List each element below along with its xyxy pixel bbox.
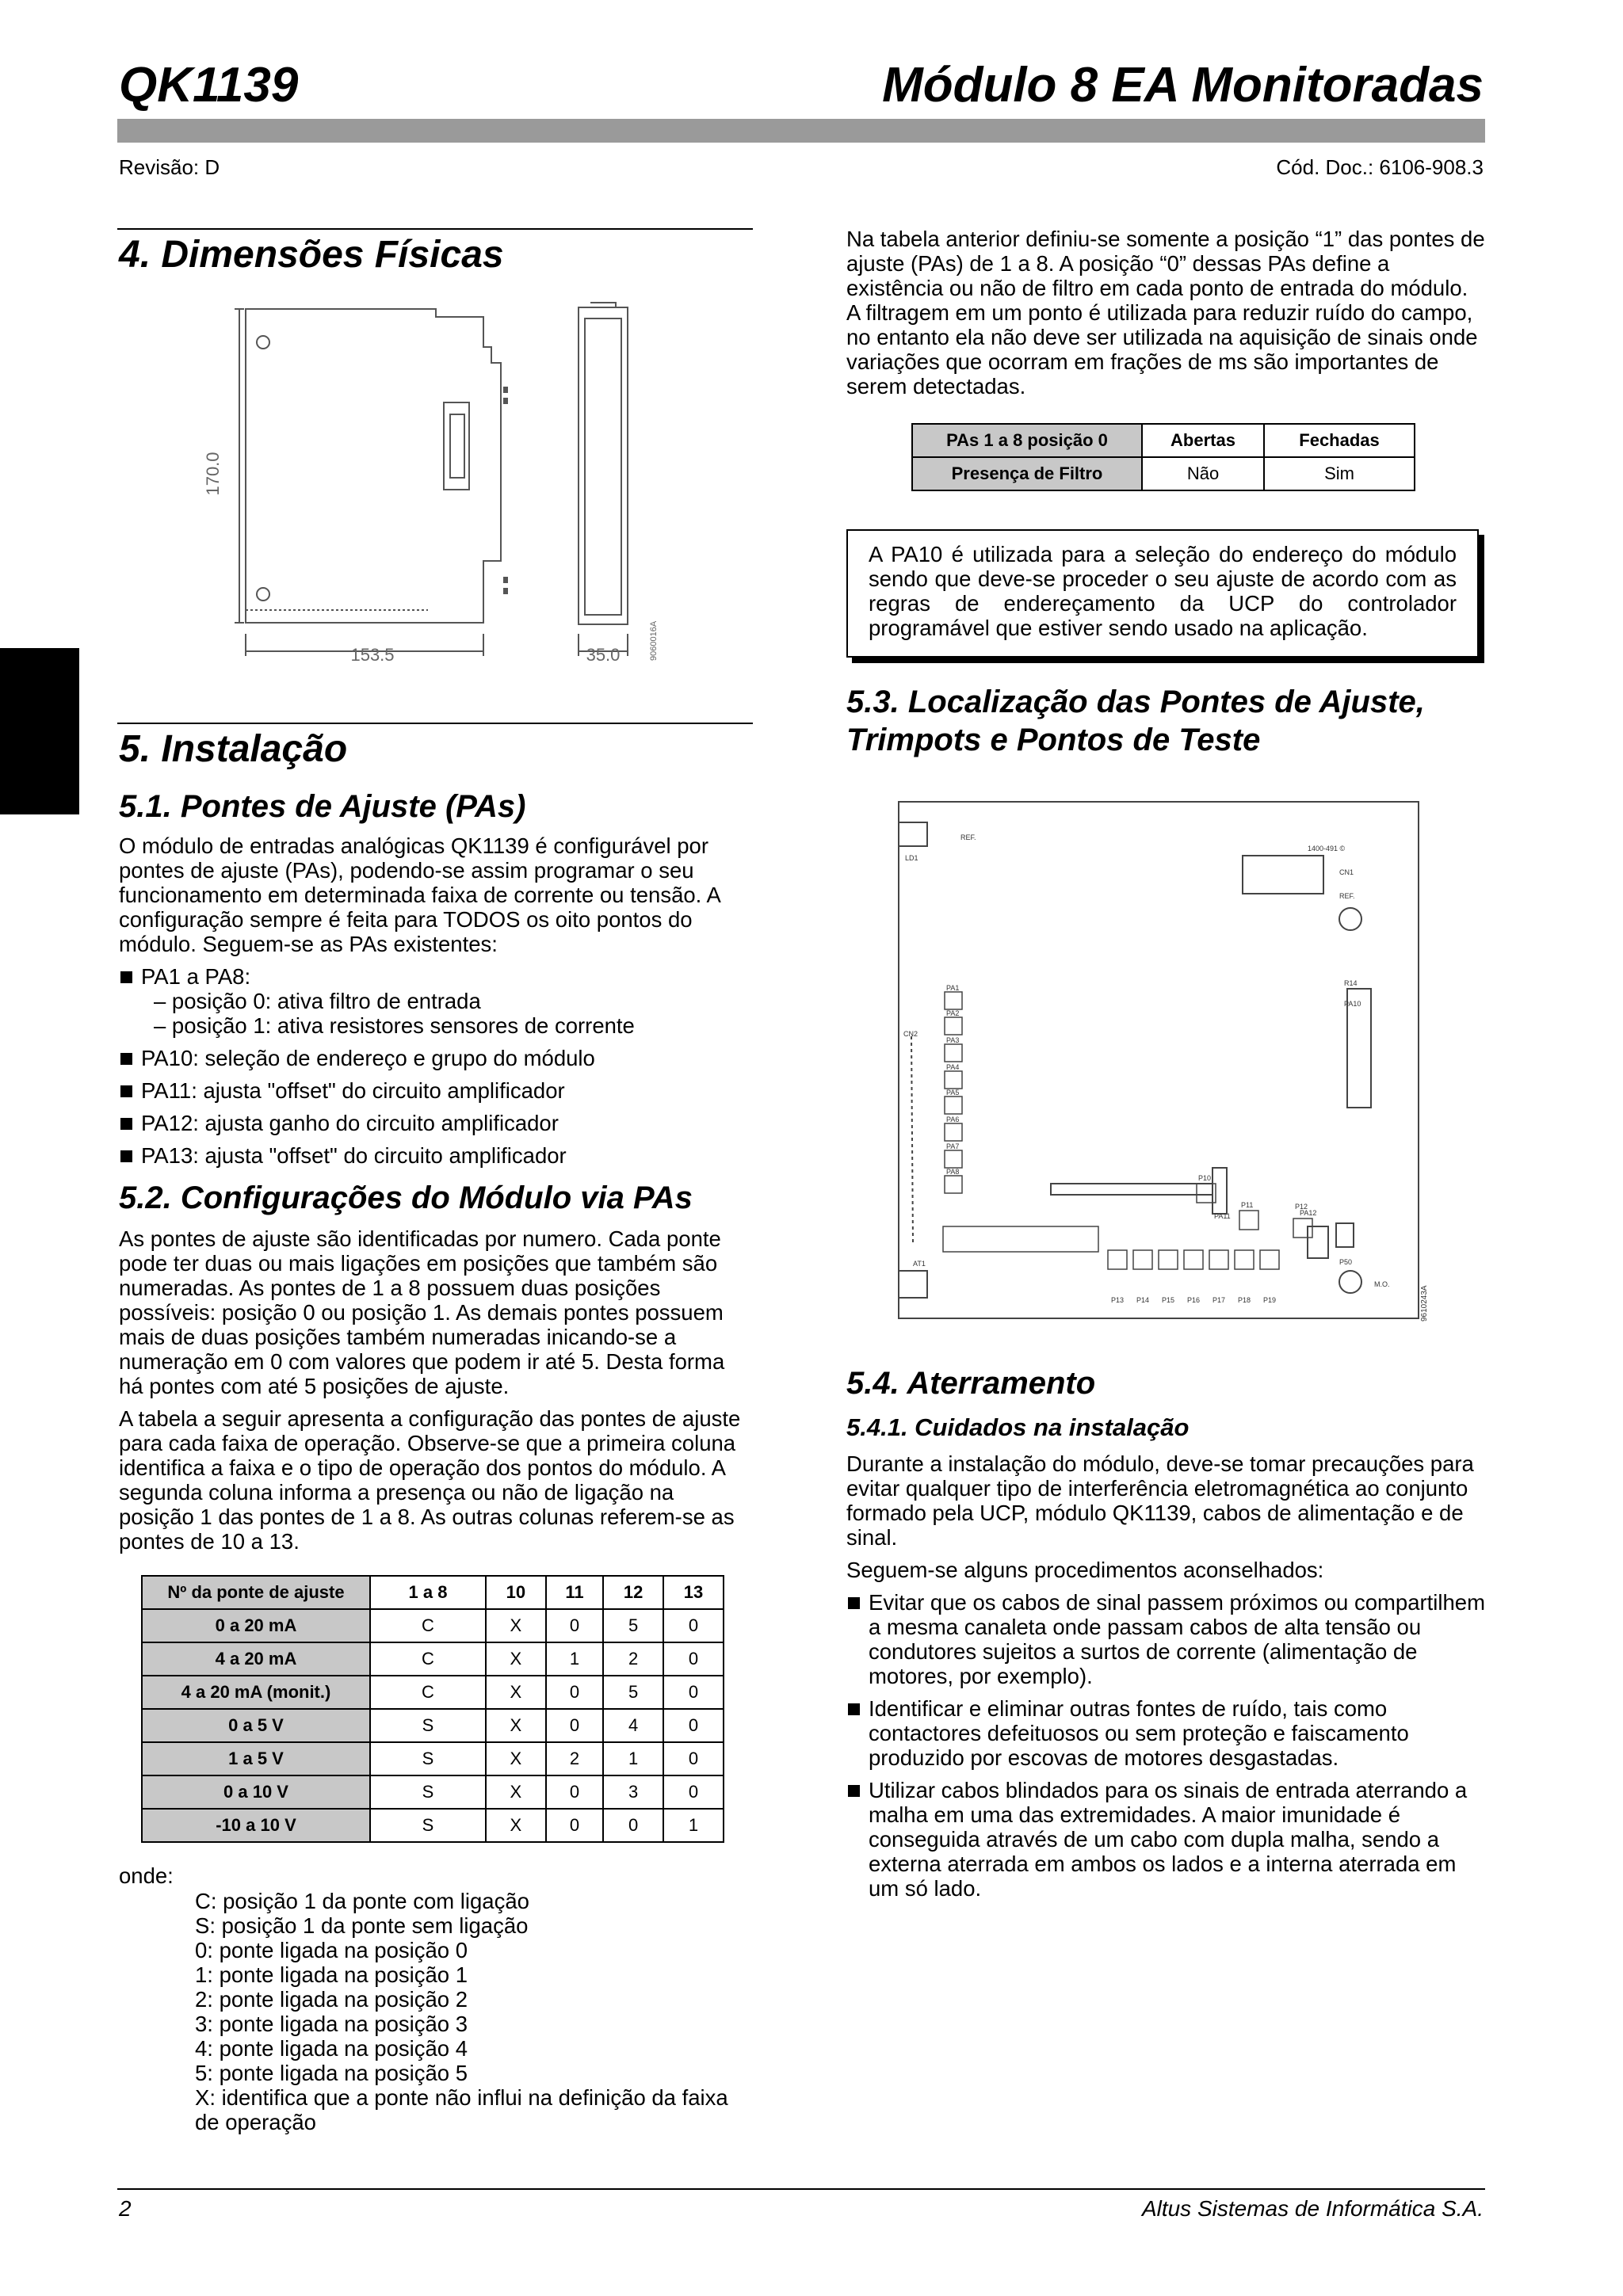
- table-cell: 2: [603, 1642, 663, 1676]
- section-5-3-title: 5.3. Localização das Pontes de Ajuste, Trimpots e Pontos de Teste: [846, 685, 1425, 757]
- dim-depth-label: 35.0: [586, 645, 621, 665]
- pcb-label: P12: [1295, 1203, 1308, 1211]
- table-cell: 1: [546, 1642, 603, 1676]
- doc-number: Cód. Doc.: 6106-908.3: [1276, 155, 1484, 179]
- list-item: Utilizar cabos blindados para os sinais de entrada aterrando a malha em uma das extremidades. A maior imunidade é conseguida através de um cabo com dupla malha, sendo a externa aterrada em ambos os lados e a interna aterrada em um só lado.: [846, 1778, 1485, 1901]
- table-cell: 0: [546, 1676, 603, 1709]
- doc-code-title: QK1139: [119, 58, 299, 113]
- table-cell: X: [486, 1676, 546, 1709]
- table-cell: 0: [663, 1642, 724, 1676]
- section-5-title: 5. Instalação: [119, 728, 348, 770]
- table-cell: 5: [603, 1609, 663, 1642]
- pcb-label: PA6: [946, 1116, 960, 1123]
- pcb-label: AT1: [913, 1260, 926, 1268]
- table-row: [142, 1609, 724, 1642]
- filter-intro: Na tabela anterior definiu-se somente a posição “1” das pontes de ajuste (PAs) de 1 a 8. A posição “0” dessas PAs define a existência ou não de filtro em cada ponto de entrada do módulo. A filtragem em um ponto é utilizada para reduzir ruído do campo, no entanto ela não deve ser utilizada na aquisição de sinais onde variações que ocorram em frações de ms são importantes de serem detectadas.: [846, 227, 1485, 399]
- table-cell: Sim: [1264, 457, 1415, 490]
- list-item: PA13: ajusta "offset" do circuito amplificador: [119, 1143, 751, 1168]
- table-cell: 0: [663, 1709, 724, 1742]
- pcb-label: CN2: [903, 1030, 918, 1038]
- dimensions-drawing: [190, 299, 713, 680]
- table-cell: 2: [546, 1742, 603, 1775]
- pcb-label: P15: [1162, 1296, 1175, 1304]
- table-row: [912, 457, 1415, 490]
- section-rule: [117, 228, 753, 230]
- table-cell: 1: [603, 1742, 663, 1775]
- pcb-label: LD1: [905, 854, 918, 862]
- table-header-cell: Fechadas: [1264, 424, 1415, 457]
- side-tab-marker: [0, 648, 79, 814]
- pcb-label: P17: [1212, 1296, 1226, 1304]
- legend-list: [195, 1889, 750, 2134]
- pcb-label: PA1: [946, 984, 960, 992]
- pcb-label: CN1: [1339, 868, 1354, 876]
- pcb-label: PA3: [946, 1036, 960, 1044]
- table-cell: 4: [603, 1709, 663, 1742]
- page-number: 2: [119, 2196, 132, 2221]
- section-5-4-1-title: 5.4.1. Cuidados na instalação: [846, 1413, 1190, 1441]
- table-header-cell: 1 a 8: [370, 1576, 486, 1609]
- legend-item: 1: ponte ligada na posição 1: [195, 1962, 468, 1987]
- pcb-label: P10: [1198, 1174, 1212, 1182]
- list-item: Identificar e eliminar outras fontes de ruído, tais como contactores defeituosos ou sem proteção e faiscamento produzido por escovas de motores desgastadas.: [846, 1696, 1485, 1770]
- list-item: Evitar que os cabos de sinal passem próximos ou compartilhem a mesma canaleta onde passam cabos de alta tensão ou condutores sujeitos a surtos de corrente (alimentação de motores, por exemplo).: [846, 1590, 1485, 1688]
- table-cell: S: [370, 1742, 486, 1775]
- filter-table: [911, 423, 1415, 491]
- table-cell: X: [486, 1709, 546, 1742]
- table-cell: 0: [663, 1742, 724, 1775]
- section-5-2-title: 5.2. Configurações do Módulo via PAs: [119, 1180, 693, 1215]
- section-5-2-body: [119, 1226, 751, 1562]
- table-cell: 3: [603, 1775, 663, 1809]
- table-cell: Não: [1142, 457, 1264, 490]
- table-cell: 1 a 5 V: [142, 1742, 370, 1775]
- table-cell: -10 a 10 V: [142, 1809, 370, 1842]
- table-cell: X: [486, 1609, 546, 1642]
- pcb-label: R14: [1344, 979, 1358, 987]
- legend-item: 2: ponte ligada na posição 2: [195, 1987, 468, 2012]
- revision-label: Revisão: D: [119, 155, 220, 179]
- table-header-cell: 11: [546, 1576, 603, 1609]
- table-header-cell: PAs 1 a 8 posição 0: [912, 424, 1142, 457]
- pcb-label: PA7: [946, 1142, 960, 1150]
- section-rule: [117, 723, 753, 724]
- table-cell: X: [486, 1742, 546, 1775]
- table-cell: X: [486, 1642, 546, 1676]
- table-cell: C: [370, 1676, 486, 1709]
- table-cell: 0: [663, 1775, 724, 1809]
- paragraph: Seguem-se alguns procedimentos aconselhados:: [846, 1558, 1324, 1582]
- dim-height-label: 170.0: [203, 452, 223, 496]
- table-cell: S: [370, 1775, 486, 1809]
- table-cell: 4 a 20 mA: [142, 1642, 370, 1676]
- fig-code-label: 9060016A: [649, 620, 659, 661]
- table-cell: 1: [663, 1809, 724, 1842]
- table-row: [142, 1809, 724, 1842]
- table-cell: 0: [663, 1676, 724, 1709]
- pcb-label: P18: [1238, 1296, 1251, 1304]
- section-5-4-title: 5.4. Aterramento: [846, 1366, 1096, 1401]
- pcb-label: PA5: [946, 1089, 960, 1097]
- doc-title: Módulo 8 EA Monitoradas: [882, 58, 1484, 113]
- section-5-1-title: 5.1. Pontes de Ajuste (PAs): [119, 789, 526, 824]
- table-row: [142, 1642, 724, 1676]
- legend-item: 4: ponte ligada na posição 4: [195, 2036, 468, 2061]
- table-cell: 4 a 20 mA (monit.): [142, 1676, 370, 1709]
- table-cell: 0 a 10 V: [142, 1775, 370, 1809]
- legend-item: 0: ponte ligada na posição 0: [195, 1938, 468, 1962]
- section-5-1-body: [119, 833, 751, 1176]
- table-cell: 0: [546, 1809, 603, 1842]
- table-cell: 0 a 5 V: [142, 1709, 370, 1742]
- legend-item: X: identifica que a ponte não influi na definição da faixa de operação: [195, 2085, 728, 2134]
- pcb-label: P16: [1187, 1296, 1201, 1304]
- pcb-label: P50: [1339, 1258, 1353, 1266]
- pcb-label: PA12: [1300, 1209, 1317, 1217]
- pcb-label: PA11: [1214, 1212, 1231, 1220]
- sub-list-item: – posição 0: ativa filtro de entrada: [154, 989, 481, 1013]
- pcb-label: P14: [1136, 1296, 1150, 1304]
- pcb-label: PA8: [946, 1168, 960, 1176]
- legend-item: C: posição 1 da ponte com ligação: [195, 1889, 529, 1913]
- table-cell: Presença de Filtro: [912, 457, 1142, 490]
- legend-title: onde:: [119, 1863, 174, 1888]
- table-cell: X: [486, 1775, 546, 1809]
- table-cell: S: [370, 1709, 486, 1742]
- pcb-label: PA4: [946, 1063, 960, 1071]
- table-header-cell: 12: [603, 1576, 663, 1609]
- pcb-label: P13: [1111, 1296, 1125, 1304]
- config-table: [141, 1575, 724, 1843]
- table-cell: 0: [603, 1809, 663, 1842]
- table-header-row: [912, 424, 1415, 457]
- table-cell: 0: [546, 1709, 603, 1742]
- table-cell: X: [486, 1809, 546, 1842]
- table-cell: 0: [546, 1775, 603, 1809]
- pcb-board-code: 1400-491 ©: [1308, 845, 1346, 852]
- table-cell: C: [370, 1642, 486, 1676]
- pcb-label: P11: [1241, 1201, 1254, 1209]
- paragraph: O módulo de entradas analógicas QK1139 é configurável por pontes de ajuste (PAs), podendo-se assim programar o seu funcionamento em determinada faixa de corrente ou tensão. A configuração sempre é feita para TODOS os oito pontos do módulo. Seguem-se as PAs existentes:: [119, 833, 720, 956]
- section-4-title: 4. Dimensões Físicas: [119, 234, 504, 276]
- table-cell: S: [370, 1809, 486, 1842]
- table-cell: 0: [663, 1609, 724, 1642]
- pcb-label: P19: [1263, 1296, 1277, 1304]
- section-5-4-1-body: [846, 1451, 1485, 1909]
- pcb-label: M.O.: [1374, 1280, 1390, 1288]
- header-bar: [117, 119, 1485, 143]
- pcb-label: PA10: [1344, 1000, 1361, 1008]
- pcb-layout-drawing: [896, 799, 1434, 1337]
- pcb-label: REF.: [1339, 892, 1355, 900]
- table-cell: C: [370, 1609, 486, 1642]
- legend-item: 3: ponte ligada na posição 3: [195, 2012, 468, 2036]
- table-row: [142, 1676, 724, 1709]
- sub-list-item: – posição 1: ativa resistores sensores de corrente: [154, 1013, 635, 1038]
- dim-width-label: 153.5: [350, 645, 395, 665]
- table-cell: 0: [546, 1609, 603, 1642]
- footer-company: Altus Sistemas de Informática S.A.: [1141, 2196, 1484, 2221]
- pcb-fig-code: 9610243A: [1420, 1285, 1429, 1322]
- paragraph: Durante a instalação do módulo, deve-se tomar precauções para evitar qualquer tipo de interferência eletromagnética ao conjunto formado pela UCP, módulo QK1139, cabos de alimentação e de sinal.: [846, 1451, 1474, 1550]
- legend-item: S: posição 1 da ponte sem ligação: [195, 1913, 529, 1938]
- table-row: [142, 1775, 724, 1809]
- pcb-label: REF.: [960, 833, 976, 841]
- legend-item: 5: ponte ligada na posição 5: [195, 2061, 468, 2085]
- table-header-cell: Nº da ponte de ajuste: [142, 1576, 370, 1609]
- paragraph: As pontes de ajuste são identificadas por numero. Cada ponte pode ter duas ou mais ligações em posições que também são numeradas. As pontes de 1 a 8 possuem duas posições possíveis: posição 0 ou posição 1. As demais pontes possuem mais de duas posições também numeradas inicando-se a numeração em 0 com valores que podem ir até 5. Desta forma há pontes com até 5 posições de ajuste.: [119, 1226, 725, 1398]
- list-item: PA1 a PA8:: [119, 964, 751, 989]
- list-item: PA12: ajusta ganho do circuito amplificador: [119, 1111, 751, 1135]
- table-cell: 5: [603, 1676, 663, 1709]
- pcb-label: PA2: [946, 1009, 960, 1017]
- table-cell: 0 a 20 mA: [142, 1609, 370, 1642]
- table-row: [142, 1709, 724, 1742]
- list-item: PA11: ajusta "offset" do circuito amplificador: [119, 1078, 751, 1103]
- footer-rule: [117, 2188, 1485, 2190]
- table-header-cell: Abertas: [1142, 424, 1264, 457]
- table-header-row: [142, 1576, 724, 1609]
- paragraph: A tabela a seguir apresenta a configuração das pontes de ajuste para cada faixa de operação. Observe-se que a primeira coluna identifica a faixa e o tipo de operação dos pontos do módulo. A segunda coluna informa a presença ou não de ligação na posição 1 das pontes de 1 a 8. As outras colunas referem-se as pontes de 10 a 13.: [119, 1406, 741, 1554]
- table-row: [142, 1742, 724, 1775]
- table-header-cell: 13: [663, 1576, 724, 1609]
- table-header-cell: 10: [486, 1576, 546, 1609]
- list-item: PA10: seleção de endereço e grupo do módulo: [119, 1046, 751, 1070]
- note-box: A PA10 é utilizada para a seleção do endereço do módulo sendo que deve-se proceder o seu ajuste de acordo com as regras de endereçamento da UCP do controlador programável que estiver sendo usado na aplicação.: [846, 529, 1479, 658]
